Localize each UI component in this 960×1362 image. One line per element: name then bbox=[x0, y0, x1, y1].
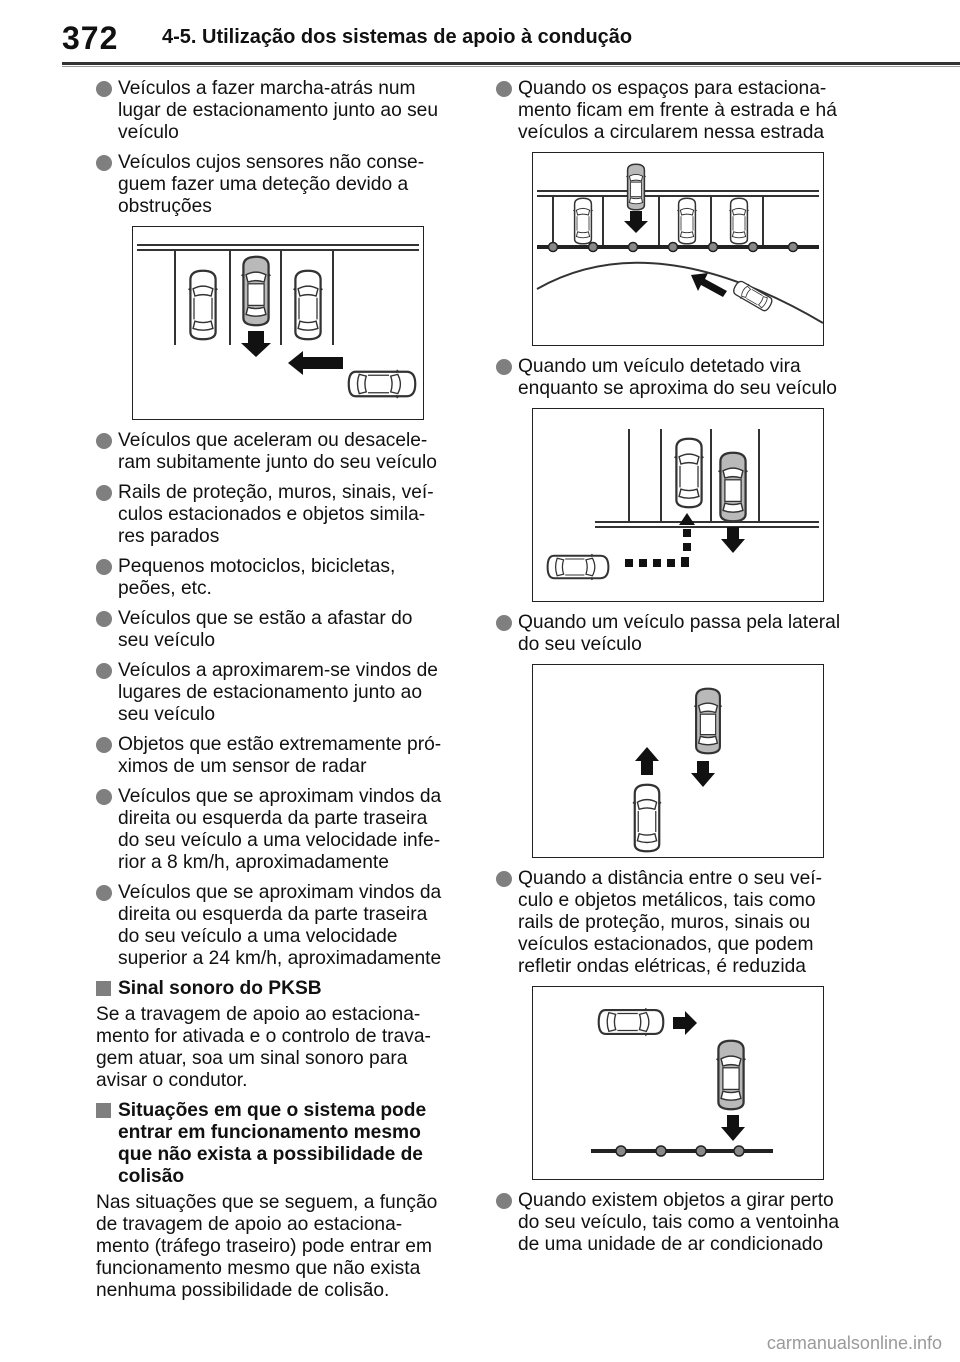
list-item: Quando um veículo detetado vira enquanto se aproxima do seu veículo bbox=[496, 356, 866, 400]
illustration-parking-reversing bbox=[132, 226, 424, 420]
bullet-icon bbox=[496, 871, 512, 887]
page-number: 372 bbox=[62, 20, 119, 56]
list-item: Quando os espaços para estaciona- mento ficam em frente à estrada e há veículos a circularem nessa estrada bbox=[496, 78, 866, 144]
bullet-icon bbox=[496, 1193, 512, 1209]
page-header bbox=[0, 0, 960, 64]
illustration-turning-vehicle bbox=[532, 408, 824, 602]
road-facing-parking-diagram bbox=[533, 153, 823, 345]
heading-square-icon bbox=[96, 1103, 111, 1118]
bullet-icon bbox=[496, 615, 512, 631]
list-item: Quando existem objetos a girar perto do seu veículo, tais como a ventoinha de uma unidade de ar condicionado bbox=[496, 1190, 866, 1256]
list-item: Pequenos motociclos, bicicletas, peões, etc. bbox=[96, 556, 466, 600]
bullet-icon bbox=[96, 81, 112, 97]
right-column bbox=[496, 78, 866, 1264]
list-item: Veículos que se aproximam vindos da direita ou esquerda da parte traseira do seu veículo a uma velocidade infe- rior a 8 km/h, aproximadamente bbox=[96, 786, 466, 874]
list-item: Veículos cujos sensores não conse- guem fazer uma deteção devido a obstruções bbox=[96, 152, 466, 218]
header-divider bbox=[62, 62, 960, 65]
bullet-icon bbox=[96, 663, 112, 679]
list-item: Quando um veículo passa pela lateral do seu veículo bbox=[496, 612, 866, 656]
header-divider-thin bbox=[62, 66, 960, 67]
list-item: Veículos a aproximarem-se vindos de lugares de estacionamento junto ao seu veículo bbox=[96, 660, 466, 726]
illustration-road-facing-parking bbox=[532, 152, 824, 346]
bullet-icon bbox=[96, 885, 112, 901]
bullet-icon bbox=[96, 737, 112, 753]
section-heading: Sinal sonoro do PKSB bbox=[96, 978, 466, 1000]
list-item: Veículos que se estão a afastar do seu veículo bbox=[96, 608, 466, 652]
parking-reversing-diagram bbox=[133, 227, 423, 419]
bullet-icon bbox=[96, 433, 112, 449]
watermark: carmanualsonline.info bbox=[766, 1333, 942, 1353]
paragraph: Se a travagem de apoio ao estaciona- mento for ativada e o controlo de trava- gem atuar, soa um sinal sonoro para avisar o condutor. bbox=[96, 1004, 431, 1091]
list-item: Rails de proteção, muros, sinais, veí- culos estacionados e objetos simila- res parados bbox=[96, 482, 466, 548]
bullet-icon bbox=[96, 485, 112, 501]
left-column bbox=[96, 78, 466, 1308]
illustration-metal-objects bbox=[532, 986, 824, 1180]
list-item: Objetos que estão extremamente pró- ximos de um sensor de radar bbox=[96, 734, 466, 778]
illustration-passing-vehicle bbox=[532, 664, 824, 858]
list-item: Veículos que aceleram ou desacele- ram subitamente junto do seu veículo bbox=[96, 430, 466, 474]
paragraph: Nas situações que se seguem, a função de travagem de apoio ao estaciona- mento (tráfego traseiro) pode entrar em funcionamento mesmo que não exista nenhuma possibilidade de colisão. bbox=[96, 1192, 438, 1301]
bullet-icon bbox=[96, 559, 112, 575]
bullet-icon bbox=[496, 81, 512, 97]
bullet-icon bbox=[496, 359, 512, 375]
list-item: Veículos que se aproximam vindos da direita ou esquerda da parte traseira do seu veículo a uma velocidade superior a 24 km/h, aproximadamente bbox=[96, 882, 466, 970]
turning-vehicle-diagram bbox=[533, 409, 823, 601]
section-title: 4-5. Utilização dos sistemas de apoio à condução bbox=[162, 26, 633, 48]
bullet-icon bbox=[96, 789, 112, 805]
heading-square-icon bbox=[96, 981, 111, 996]
metal-objects-diagram bbox=[533, 987, 823, 1179]
list-item: Veículos a fazer marcha-atrás num lugar de estacionamento junto ao seu veículo bbox=[96, 78, 466, 144]
list-item: Quando a distância entre o seu veí- culo e objetos metálicos, tais como rails de proteção, muros, sinais ou veículos estacionados, que podem refletir ondas elétricas, é reduzida bbox=[496, 868, 866, 978]
bullet-icon bbox=[96, 155, 112, 171]
passing-vehicle-diagram bbox=[533, 665, 823, 857]
bullet-icon bbox=[96, 611, 112, 627]
section-heading: Situações em que o sistema pode entrar em funcionamento mesmo que não exista a possibilidade de colisão bbox=[96, 1100, 466, 1188]
